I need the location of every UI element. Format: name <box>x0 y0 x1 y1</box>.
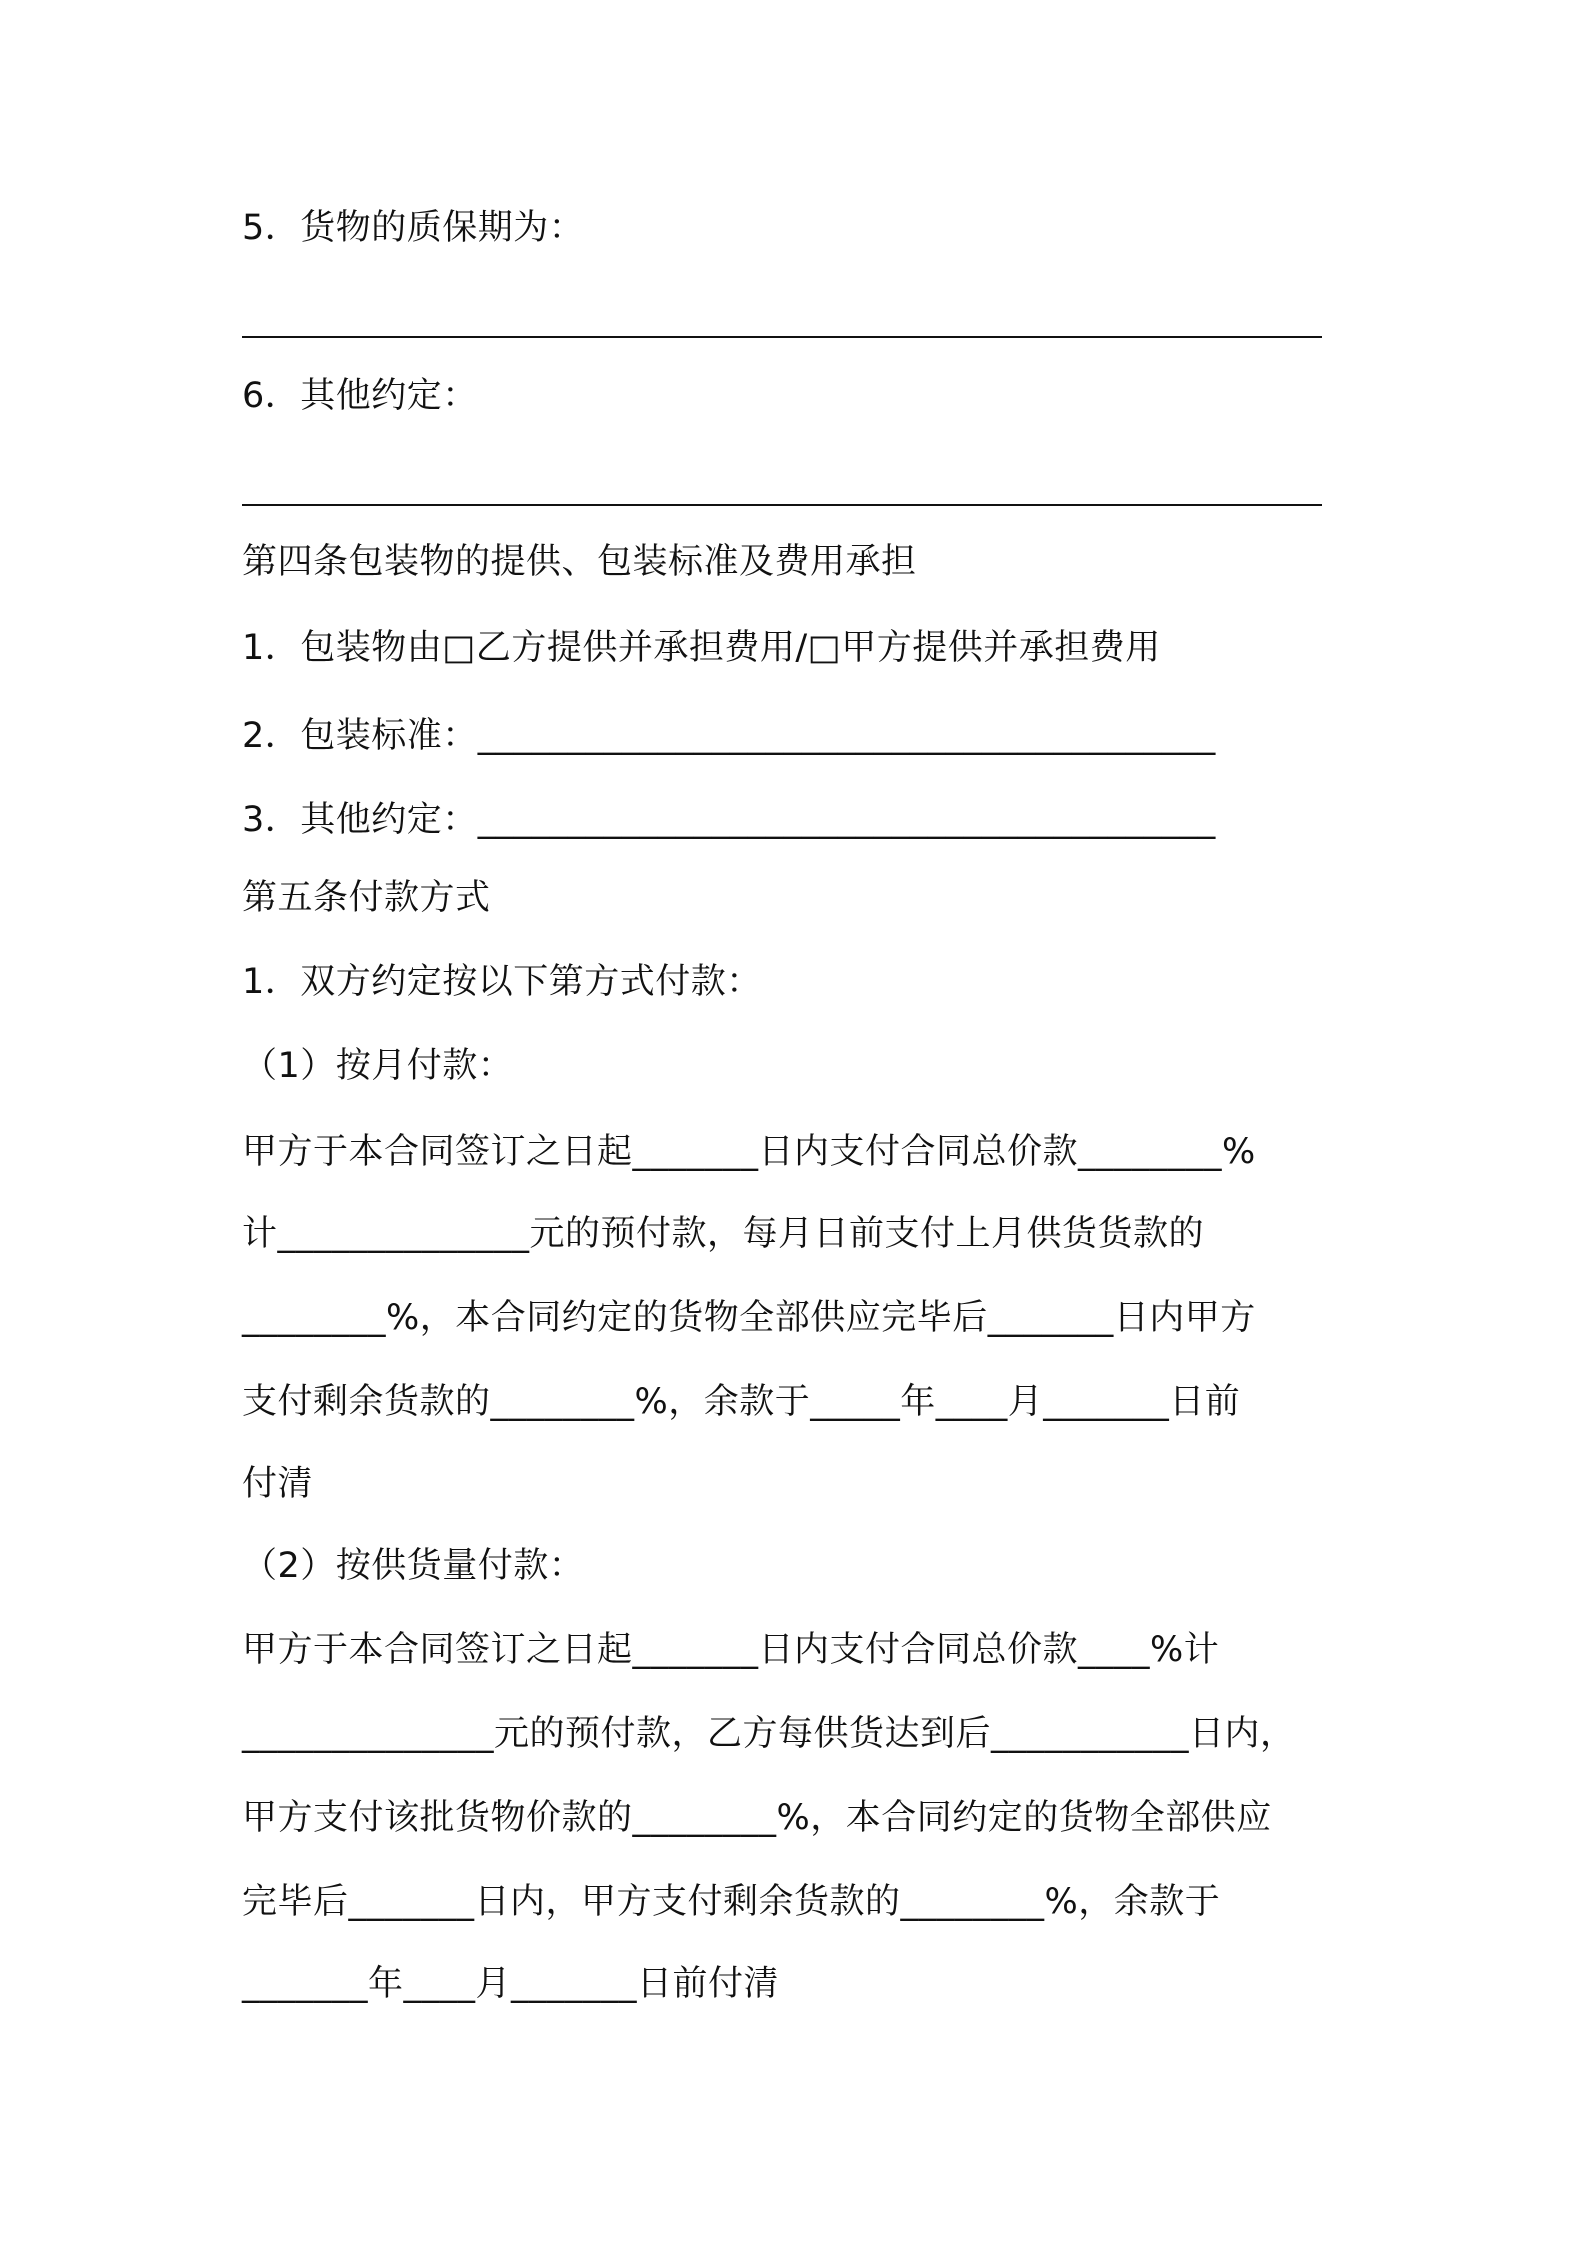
quantity-payment-text-4: 完毕后_______日内，甲方支付剩余货款的________%，余款于 <box>242 1882 1221 1922</box>
monthly-payment-heading: （1）按月付款： <box>242 1046 514 1086</box>
packaging-standard: 2．包装标准：_________________________________________ <box>242 716 1216 756</box>
monthly-payment-text-2: 计______________元的预付款，每月日前支付上月供货货款的 <box>242 1214 1205 1254</box>
packaging-other-terms: 3．其他约定：_________________________________________ <box>242 800 1216 840</box>
article-5-heading: 第五条付款方式 <box>242 878 491 918</box>
blank-line-warranty <box>242 336 1322 338</box>
monthly-payment-text-1: 甲方于本合同签订之日起_______日内支付合同总价款________% <box>242 1132 1256 1172</box>
quantity-payment-text-5: _______年____月_______日前付清 <box>242 1964 780 2004</box>
monthly-payment-text-4: 支付剩余货款的________%，余款于_____年____月_______日前 <box>242 1382 1241 1422</box>
article-4-heading: 第四条包装物的提供、包装标准及费用承担 <box>242 542 917 582</box>
packaging-provider: 1．包装物由□乙方提供并承担费用/□甲方提供并承担费用 <box>242 628 1161 668</box>
payment-method-intro: 1．双方约定按以下第方式付款： <box>242 962 762 1002</box>
quantity-payment-text-3: 甲方支付该批货物价款的________%，本合同约定的货物全部供应 <box>242 1798 1272 1838</box>
monthly-payment-text-5: 付清 <box>242 1464 314 1504</box>
quantity-payment-heading: （2）按供货量付款： <box>242 1546 585 1586</box>
quantity-payment-text-2: ______________元的预付款，乙方每供货达到后___________日内， <box>242 1714 1296 1754</box>
clause-6-other-terms: 6．其他约定： <box>242 376 478 416</box>
monthly-payment-text-3: ________%，本合同约定的货物全部供应完毕后_______日内甲方 <box>242 1298 1256 1338</box>
clause-5-warranty-period: 5．货物的质保期为： <box>242 208 585 248</box>
quantity-payment-text-1: 甲方于本合同签订之日起_______日内支付合同总价款____%计 <box>242 1630 1220 1670</box>
blank-line-other-terms <box>242 504 1322 506</box>
